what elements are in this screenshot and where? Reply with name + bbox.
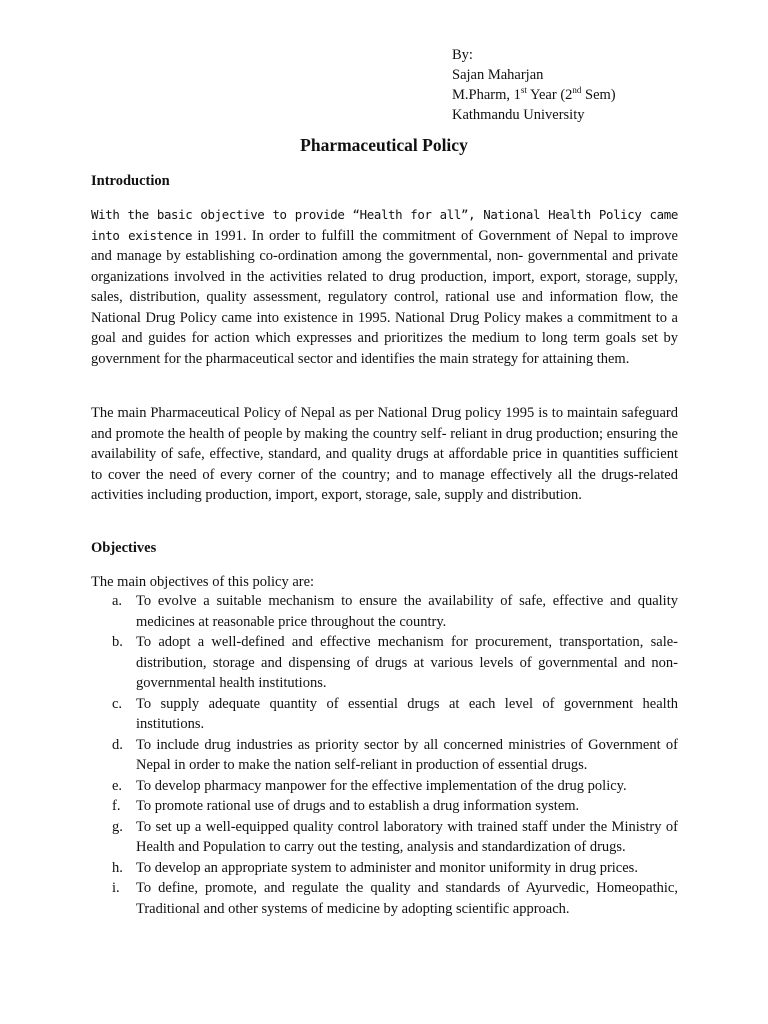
introduction-paragraph-1-lead: With the basic objective to provide “Health for all”, National Health Policy came into existence: [91, 207, 678, 243]
objective-marker: c.: [112, 695, 123, 712]
introduction-heading: Introduction: [91, 173, 170, 189]
objective-item: [91, 632, 678, 694]
objective-item: [91, 694, 678, 735]
author-block: [452, 45, 616, 125]
objective-item: [91, 591, 678, 632]
author-program: M.Pharm, 1st Year (2nd Sem): [452, 85, 616, 103]
objective-text: To define, promote, and regulate the quality and standards of Ayurvedic, Homeopathic, Traditional and other systems of medicine by adopting scientific approach.: [136, 880, 678, 917]
introduction-paragraph-2: The main Pharmaceutical Policy of Nepal as per National Drug policy 1995 is to maintain safeguard and promote the health of people by making the country self- reliant in drug production; ensuring the availability of safe, effective, standard, and quality drugs at affordable price in quantities sufficient to cover the need of every corner of the country; and to manage effectively all the drugs-related activities including production, import, export, storage, sale, supply and distribution.: [91, 405, 678, 503]
objective-text: To adopt a well-defined and effective mechanism for procurement, transportation, sale-distribution, storage and dispensing of drugs at various levels of governmental and non-governmental health institutions.: [136, 634, 678, 691]
objective-item: [91, 817, 678, 858]
objective-item: [91, 858, 678, 879]
objective-text: To set up a well-equipped quality control laboratory with trained staff under the Ministry of Health and Population to carry out the testing, analysis and standardization of drugs.: [136, 818, 678, 855]
objective-item: [91, 735, 678, 776]
objective-text: To supply adequate quantity of essential drugs at each level of government health institutions.: [136, 695, 678, 732]
author-university: Kathmandu University: [452, 107, 585, 123]
objective-text: To include drug industries as priority sector by all concerned ministries of Government of Nepal in order to make the nation self-reliant in production of essential drugs.: [136, 736, 678, 773]
objective-marker: h.: [112, 859, 123, 876]
objectives-heading: Objectives: [91, 540, 157, 556]
objective-marker: f.: [112, 798, 121, 814]
author-name: Sajan Maharjan: [452, 67, 544, 83]
objective-item: [91, 878, 678, 919]
objective-marker: a.: [112, 593, 123, 609]
document-title: Pharmaceutical Policy: [300, 135, 468, 155]
objective-text: To develop an appropriate system to administer and monitor uniformity in drug prices.: [136, 859, 638, 876]
objective-marker: e.: [112, 777, 123, 794]
introduction-paragraph-1-body: in 1991. In order to fulfill the commitment of Government of Nepal to improve and manage by establishing co-ordination among the governmental, non- governmental and private organizations involved in the activities related to drug production, import, export, storage, supply, sales, distribution, quality assessment, regulatory control, rational use and information flow, the National Drug Policy came into existence in 1995. National Drug Policy makes a commitment to a goal and guides for action which expresses and prioritizes the medium to long term goals set by government for the pharmaceutical sector and identifies the main strategy for attaining them.: [91, 227, 678, 367]
objective-marker: b.: [112, 634, 123, 650]
objective-text: To promote rational use of drugs and to establish a drug information system.: [136, 798, 580, 814]
author-by-label: By:: [452, 47, 473, 63]
objective-marker: d.: [112, 736, 123, 753]
objectives-list: [91, 591, 678, 919]
objective-item: [91, 776, 678, 797]
objectives-intro: The main objectives of this policy are:: [91, 574, 315, 590]
objective-text: To evolve a suitable mechanism to ensure the availability of safe, effective and quality medicines at reasonable price throughout the country.: [136, 593, 678, 630]
objective-item: [91, 796, 678, 817]
objective-text: To develop pharmacy manpower for the effective implementation of the drug policy.: [136, 777, 627, 794]
objective-marker: i.: [112, 880, 120, 896]
objective-marker: g.: [112, 818, 123, 835]
introduction-paragraph-1: [91, 205, 678, 369]
